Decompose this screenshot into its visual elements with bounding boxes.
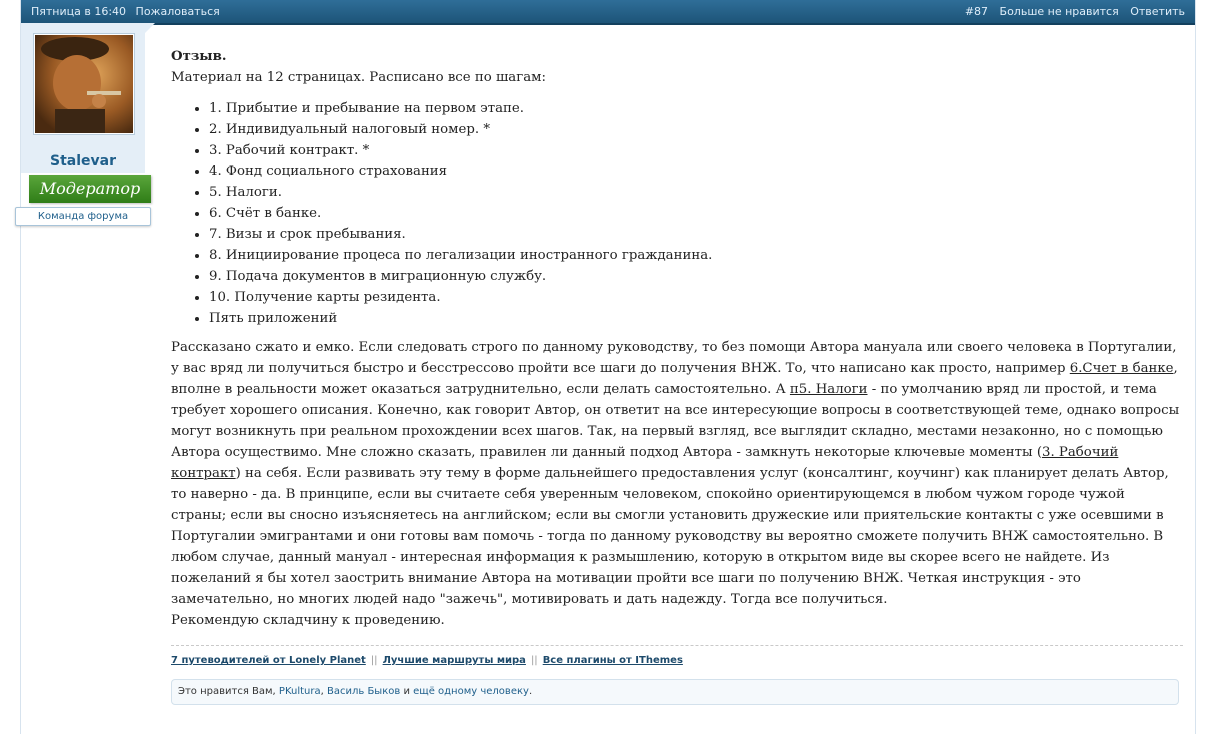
signature-link-best-routes[interactable]: Лучшие маршруты мира (382, 655, 526, 666)
likes-prefix: Это нравится Вам, (178, 686, 279, 697)
list-item: • 3. Рабочий контракт. * (209, 140, 1183, 161)
post-frame (20, 0, 1196, 734)
post-meta (31, 5, 226, 18)
post-header-bar (21, 0, 1195, 25)
list-item: • 9. Подача документов в миграционную службу. (209, 266, 1183, 287)
list-item: • 1. Прибытие и пребывание на первом этапе. (209, 98, 1183, 119)
username[interactable]: Stalevar (50, 153, 116, 169)
list-item: • 7. Визы и срок пребывания. (209, 224, 1183, 245)
liker-link-pkultura[interactable]: PKultura (278, 686, 321, 697)
signature-divider (171, 645, 1183, 646)
bank-link[interactable]: 6.Счет в банке (1069, 361, 1174, 376)
report-link[interactable]: Пожаловаться (135, 5, 220, 18)
list-item: • 4. Фонд социального страхования (209, 161, 1183, 182)
signature-separator: || (530, 655, 538, 666)
avatar[interactable] (33, 33, 135, 135)
post-intro: Материал на 12 страницах. Расписано все по шагам: (171, 70, 546, 85)
user-info-pane (21, 23, 145, 173)
list-item: • 10. Получение карты резидента. (209, 287, 1183, 308)
list-item: • 2. Индивидуальный налоговый номер. * (209, 119, 1183, 140)
likes-summary (171, 679, 1179, 705)
signature-separator: || (370, 655, 378, 666)
likes-others-link[interactable]: ещё одному человеку (413, 686, 529, 697)
signature-link-ithemes[interactable]: Все плагины от IThemes (542, 655, 683, 666)
contract-link[interactable]: 3. Рабочий контракт (171, 445, 1119, 481)
post-timestamp-link[interactable]: Пятница в 16:40 (31, 5, 127, 18)
post-content (171, 46, 1183, 631)
signature-link-lonely-planet[interactable]: 7 путеводителей от Lonely Planet (171, 655, 366, 666)
list-item: • 5. Налоги. (209, 182, 1183, 203)
body-text: ) на себя. Если развивать эту тему в форме дальнейшего предоставления услуг (консалтинг, коучинг) как планирует делать Автор, то наверно - да. В принципе, если вы считаете себя уверенным человеком, спокойно ориентирующемся в любом чужом городе чужой страны; если вы сносно изъясняетесь на английском; если вы смогли установить дружеские или приятельские контакты с уже осевшими в Португалии эмигрантами и они готовы вам помочь - тогда по данному руководству вы вероятно сможете получить ВНЖ самостоятельно. В любом случае, данный мануал - интересная информация к размышлению, которую в открытом виде вы скорее всего не найдете. Из пожеланий я бы хотел заострить внимание Автора на мотивации пройти все шаги по получению ВНЖ. Четкая инструкция - это замечательно, но многих людей надо "зажечь", мотивировать и дать надежду. Тогда все получиться. (171, 466, 1169, 607)
body-text: , вполне в реальности может оказаться затруднительно, если делать самостоятельно. А (171, 361, 1178, 397)
post-number-link[interactable]: #87 (964, 5, 989, 18)
list-item: • 8. Инициирование процеса по легализации иностранного гражданина. (209, 245, 1183, 266)
post-body (171, 337, 1183, 610)
steps-list (171, 98, 1183, 329)
list-item: • Пять приложений (209, 308, 1183, 329)
user-pane-arrow (145, 23, 155, 33)
rank-banner: Модератор (29, 175, 151, 203)
post-title: Отзыв. (171, 49, 227, 64)
reply-link[interactable]: Ответить (1130, 5, 1185, 18)
team-badge: Команда форума (15, 207, 151, 226)
liker-link-vasil[interactable]: Василь Быков (327, 686, 401, 697)
body-text: - по умолчанию вряд ли простой, и тема требует хорошего описания. Конечно, как говорит Автор, он ответит на все интересующие вопросы в соответствующей теме, однако вопросы могут возникнуть при реальном прохождении всех шагов. Так, на первый взгляд, все выглядит складно, местами незаконно, но с помощью Автора осуществимо. Мне сложно сказать, правилен ли данный подход Автора - замкнуть некоторые ключевые моменты ( (171, 382, 1180, 460)
likes-period: . (528, 686, 533, 697)
list-item: • 6. Счёт в банке. (209, 203, 1183, 224)
unlike-link[interactable]: Больше не нравится (999, 5, 1119, 18)
taxes-link[interactable]: п5. Налоги (789, 382, 868, 397)
avatar-photo-icon (35, 35, 133, 133)
likes-comma: , (320, 686, 327, 697)
likes-and: и (400, 686, 414, 697)
post-actions (957, 5, 1185, 18)
signature (171, 655, 1183, 666)
post-closing: Рекомендую складчину к проведению. (171, 613, 445, 628)
body-text: Рассказано сжато и емко. Если следовать строго по данному руководству, то без помощи Автора мануала или своего человека в Португалии, у вас вряд ли получиться быстро и бесстрессово пройти все шаги до получения ВНЖ. То, что написано как просто, например (171, 340, 1177, 376)
